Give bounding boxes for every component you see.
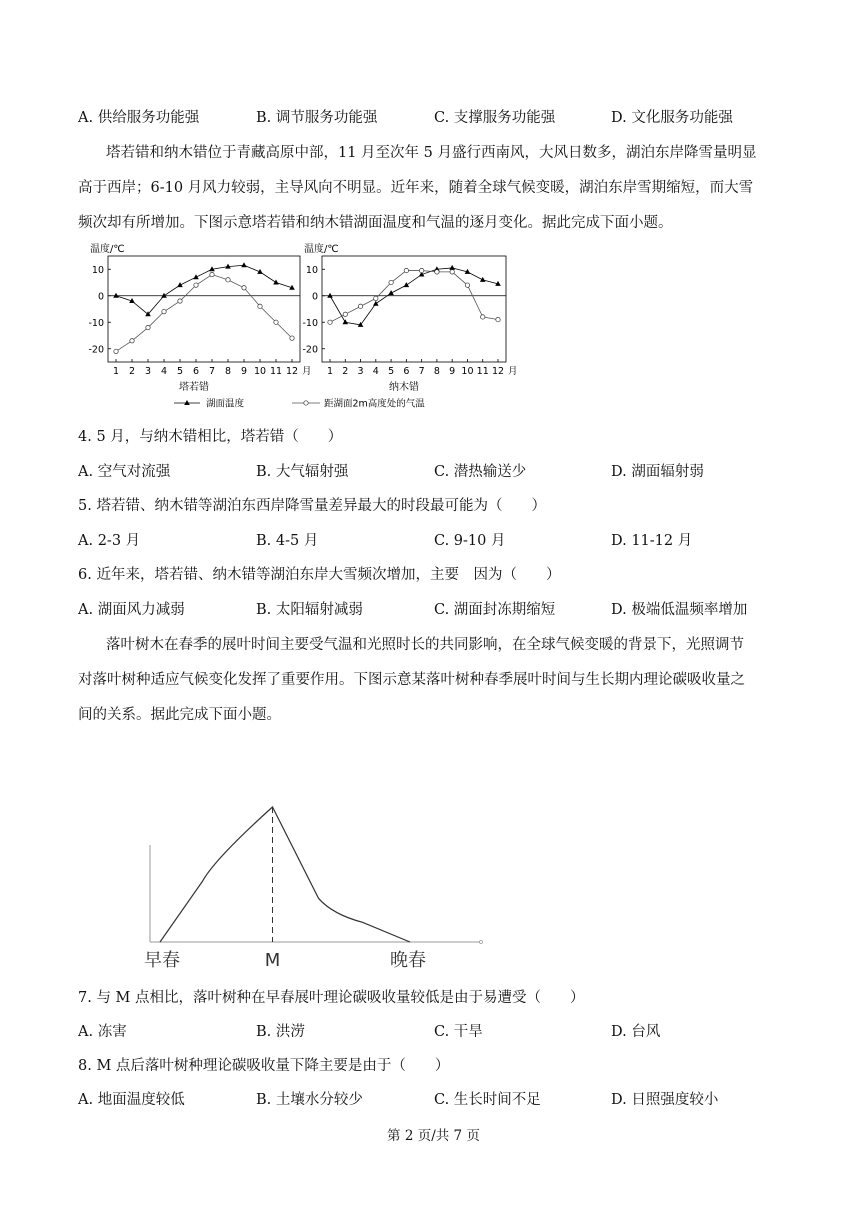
q6-option-a: A. 湖面风力减弱 [78,602,185,618]
namco-lake-temp-point [480,277,486,282]
namco-air-temp-point [450,270,454,274]
carbon-label-0: 早春 [144,950,180,971]
taruo-air-temp-point [146,325,150,329]
temperature-charts-svg [82,238,522,416]
namco-air-temp-point [435,270,439,274]
namco-title: 纳木错 [389,382,419,393]
carbon-curve [160,807,410,942]
taruo-air-temp-point [242,286,246,290]
q6-option-c: C. 湖面封冻期缩短 [434,602,556,618]
taruo-xtick-label: 6 [192,366,200,377]
taruo-lake-temp-point [161,293,167,298]
namco-frame [322,256,506,362]
q5-stem: 5. 塔若错、纳木错等湖泊东西岸降雪量差异最大的时段最可能为（ ） [78,498,546,514]
taruo-ytick-label: 10 [91,264,104,276]
taruo-air-temp-point [274,320,278,324]
namco-air-temp-point [404,268,408,272]
temperature-charts [82,238,522,420]
namco-lake-temp-point [449,265,455,270]
taruo-ytick-label: -10 [88,317,104,329]
namco-xtick-label: 3 [357,366,364,377]
legend-lake-label: 湖面温度 [206,398,245,410]
passage2-line3: 间的关系。据此完成下面小题。 [78,707,281,723]
namco-air-temp-point [389,280,393,284]
taruo-air-temp-point [162,309,166,313]
namco-air-temp-point [496,317,500,321]
taruo-xtick-label: 3 [144,366,152,377]
namco-air-temp-point [465,283,469,287]
taruo-air-temp-point [114,349,118,353]
namco-ytick-label: -20 [302,344,318,356]
taruo-xtick-label: 9 [240,366,248,377]
namco-xtick-label: 6 [403,366,410,377]
taruo-xtick-label: 8 [224,366,232,377]
passage1-line3: 频次却有所增加。下图示意塔若错和纳木错湖面温度和气温的逐月变化。据此完成下面小题。 [78,215,673,231]
q5-option-c: C. 9-10 月 [434,533,506,549]
taruo-xtick-label: 1 [112,366,120,377]
q6-stem: 6. 近年来，塔若错、纳木错等湖泊东岸大雪频次增加，主要 因为（ ） [78,567,561,583]
q3-option-a: A. 供给服务功能强 [78,110,200,126]
q4-option-c: C. 潜热输送少 [434,464,527,480]
q6-option-d: D. 极端低温频率增加 [611,602,748,618]
namco-air-temp-point [419,268,423,272]
q8-option-b: B. 土壤水分较少 [256,1092,363,1108]
q7-option-c: C. 干旱 [434,1024,483,1040]
q8-option-c: C. 生长时间不足 [434,1092,541,1108]
namco-air-temp-point [481,315,485,319]
taruo-air-temp-point [226,278,230,282]
taruo-lake-temp-point [177,282,183,287]
taruo-title: 塔若错 [179,382,209,393]
q8-option-a: A. 地面温度较低 [78,1092,185,1108]
namco-xtick-label: 4 [372,366,379,377]
namco-lake-temp-point [327,293,333,298]
taruo-frame [108,256,300,362]
taruo-ytick-label: 0 [97,291,104,303]
namco-lake-temp-point [388,290,394,295]
namco-xlabel: 月 [508,366,518,377]
carbon-chart-svg [135,795,495,975]
q7-option-d: D. 台风 [611,1024,661,1040]
taruo-ytick-label: -20 [88,344,104,356]
passage1-line1: 塔若错和纳木错位于青藏高原中部，11 月至次年 5 月盛行西南风，大风日数多，湖泊东岸降雪量明显 [106,145,757,161]
taruo-lake-temp-point [113,293,119,298]
q8-option-d: D. 日照强度较小 [611,1092,719,1108]
namco-air-temp-point [358,304,362,308]
namco-xtick-label: 12 [491,366,505,377]
carbon-x-axis-end [480,941,483,944]
taruo-xtick-label: 5 [176,366,184,377]
taruo-air-temp-point [258,304,262,308]
taruo-xtick-label: 7 [208,366,216,377]
taruo-air-temp-point [194,283,198,287]
taruo-lake-temp-point [241,262,247,267]
legend-air-label: 距湖面2m高度处的气温 [324,398,425,410]
q4-stem: 4. 5 月，与纳木错相比，塔若错（ ） [78,429,343,445]
carbon-label-2: 晚春 [390,950,426,971]
namco-air-temp-line [330,271,498,323]
q4-option-a: A. 空气对流强 [78,464,171,480]
taruo-air-temp-line [116,275,292,352]
taruo-air-temp-point [178,299,182,303]
taruo-xtick-label: 10 [253,366,267,377]
q5-option-d: D. 11-12 月 [611,533,693,549]
namco-ytick-label: 0 [311,291,318,303]
q6-option-b: B. 太阳辐射减弱 [256,602,363,618]
namco-lake-temp-point [373,301,379,306]
namco-xtick-label: 10 [461,366,474,377]
taruo-lake-temp-point [273,280,279,285]
namco-air-temp-point [374,296,378,300]
passage1-line2: 高于西岸；6-10 月风力较弱，主导风向不明显。近年来，随着全球气候变暖，湖泊东岸雪期缩短，而大雪 [78,180,754,196]
namco-lake-temp-point [342,319,348,324]
passage2-line2: 对落叶树种适应气候变化发挥了重要作用。下图示意某落叶树种春季展叶时间与生长期内理论碳吸收量之 [78,672,745,688]
namco-xtick-label: 1 [326,366,334,377]
namco-xtick-label: 2 [342,366,349,377]
q4-option-b: B. 大气辐射强 [256,464,349,480]
taruo-xlabel: 月 [302,366,312,377]
q3-option-d: D. 文化服务功能强 [611,110,733,126]
taruo-air-temp-point [290,336,294,340]
taruo-xtick-label: 2 [128,366,136,377]
legend-lake-marker [184,400,190,405]
q5-option-a: A. 2-3 月 [78,533,141,549]
carbon-chart [135,795,495,979]
passage2-line1: 落叶树木在春季的展叶时间主要受气温和光照时长的共同影响，在全球气候变暖的背景下，光照调节 [106,637,744,653]
taruo-lake-temp-point [193,274,199,279]
namco-xtick-label: 8 [433,366,440,377]
q3-option-b: B. 调节服务功能强 [256,110,378,126]
q5-option-b: B. 4-5 月 [256,533,319,549]
namco-xtick-label: 9 [449,366,456,377]
taruo-xtick-label: 12 [285,366,299,377]
taruo-air-temp-point [210,272,214,276]
namco-lake-temp-point [404,282,410,287]
q7-stem: 7. 与 M 点相比，落叶树种在早春展叶理论碳吸收量较低是由于易遭受（ ） [78,990,585,1006]
page-footer: 第 2 页/共 7 页 [387,1128,480,1144]
namco-ytick-label: 10 [305,264,318,276]
namco-xtick-label: 7 [418,366,425,377]
namco-ylabel: 温度/℃ [304,244,339,255]
q7-option-a: A. 冻害 [78,1024,127,1040]
namco-air-temp-point [328,320,332,324]
taruo-ylabel: 温度/℃ [90,244,125,255]
taruo-xtick-label: 4 [160,366,168,377]
taruo-xtick-label: 11 [269,366,283,377]
q8-stem: 8. M 点后落叶树种理论碳吸收量下降主要是由于（ ） [78,1058,450,1074]
legend-air-marker [304,401,308,405]
q4-option-d: D. 湖面辐射弱 [611,464,704,480]
carbon-label-1: M [264,950,281,971]
q7-option-b: B. 洪涝 [256,1024,305,1040]
q3-option-c: C. 支撑服务功能强 [434,110,556,126]
namco-xtick-label: 11 [476,366,489,377]
namco-xtick-label: 5 [388,366,395,377]
taruo-air-temp-point [130,339,134,343]
namco-ytick-label: -10 [302,317,318,329]
namco-air-temp-point [343,312,347,316]
taruo-lake-temp-line [116,265,292,314]
